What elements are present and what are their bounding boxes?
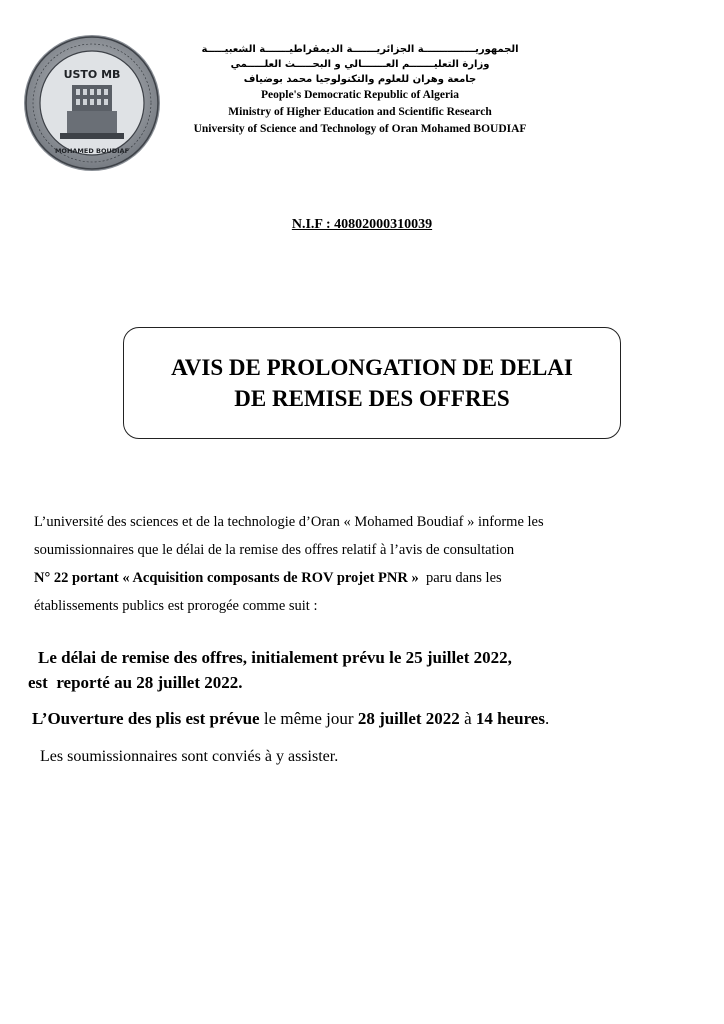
header-ar-line2: وزارة التعليـــــــم العـــــــالي و البحـــــث العلـــــمي [230,59,490,70]
title-box [123,327,621,439]
opening-label: L’Ouverture des plis est prévue [32,709,260,728]
header-ar-line3: جامعة وهران للعلوم والتكنولوجيا محمد بوضياف [243,74,477,85]
body-line3-rest: paru dans les [418,570,502,586]
notice-invitation: Les soumissionnaires sont conviés à y assister. [40,748,339,765]
body-line4: établissements publics est prorogée comme suit : [34,598,318,614]
logo-name: MOHAMED BOUDIAF [54,147,130,155]
university-seal-icon [22,33,162,173]
header-ar-line1: الجمهوريـــــــــــــــة الجزائريـــــــة الديمقراطيـــــــة الشعبيـــــة [201,44,519,55]
title-line1: AVIS DE PROLONGATION DE DELAI [171,355,573,380]
notice-deadline-line1: Le délai de remise des offres, initialement prévu le 25 juillet 2022, [38,648,512,667]
body-line3 [34,564,694,592]
nif-number: N.I.F : 40802000310039 [291,217,433,232]
logo-abbr: USTO MB [63,68,121,81]
body-paragraph [34,508,694,620]
notice-opening [32,709,549,729]
body-line2: soumissionnaires que le délai de la remise des offres relatif à l’avis de consultation [34,542,515,558]
body-line1: L’université des sciences et de la technologie d’Oran « Mohamed Boudiaf » informe les [34,514,544,530]
opening-date: 28 juillet 2022 [357,709,460,728]
consultation-ref: N° 22 portant « Acquisition composants de ROV projet PNR » [34,570,419,586]
header-en-line3: University of Science and Technology of Oran Mohamed BOUDIAF [193,123,527,135]
title-line2: DE REMISE DES OFFRES [234,386,510,411]
header-en-line1: People's Democratic Republic of Algeria [260,89,459,101]
notice-deadline-line2: est reporté au 28 juillet 2022. [28,673,243,692]
opening-text1: le même jour [259,709,358,728]
opening-time: 14 heures [475,709,545,728]
header-en-line2: Ministry of Higher Education and Scientific Research [228,106,492,118]
letterhead [150,42,570,138]
opening-text3: . [544,709,550,728]
opening-text2: à [459,709,476,728]
